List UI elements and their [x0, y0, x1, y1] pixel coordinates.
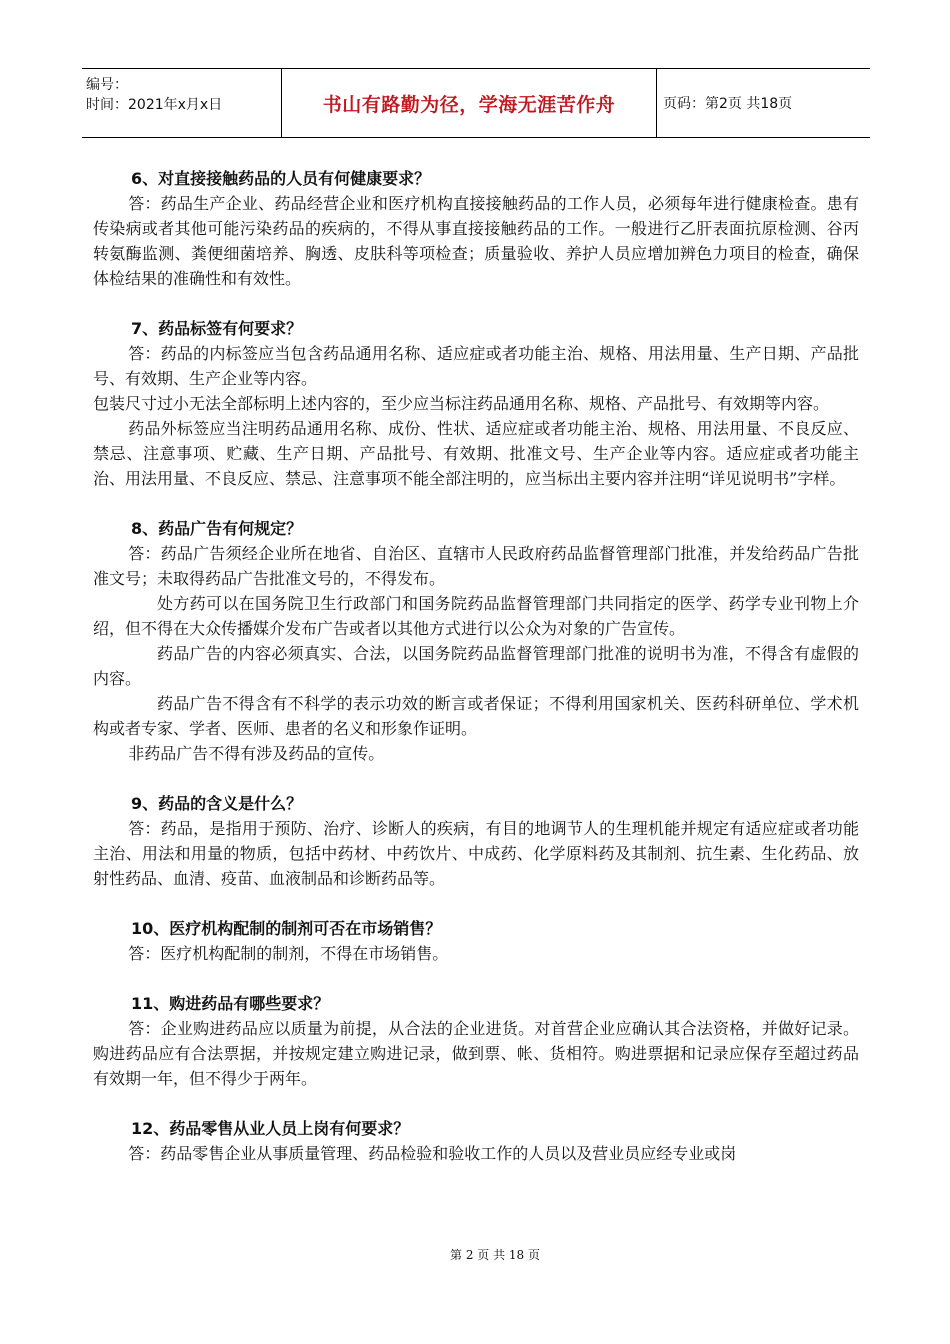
answer-paragraph: 处方药可以在国务院卫生行政部门和国务院药品监督管理部门共同指定的医学、药学专业刊物上介绍，但不得在大众传播媒介发布广告或者以其他方式进行以公众为对象的广告宣传。: [93, 594, 859, 638]
answer-paragraph: 答：医疗机构配制的制剂，不得在市场销售。: [128, 944, 449, 963]
answer-paragraph: 答：企业购进药品应以质量为前提，从合法的企业进货。对首营企业应确认其合法资格，并做好记录。购进药品应有合法票据，并按规定建立购进记录，做到票、帐、货相符。购进票据和记录应保存至超过药品有效期一年，但不得少于两年。: [93, 1019, 859, 1088]
answer-paragraph: 药品外标签应当注明药品通用名称、成份、性状、适应症或者功能主治、规格、用法用量、不良反应、禁忌、注意事项、贮藏、生产日期、产品批号、有效期、批准文号、生产企业等内容。适应症或者功能主治、用法用量、不良反应、禁忌、注意事项不能全部注明的，应当标出主要内容并注明“详见说明书”字样。: [93, 419, 859, 488]
answer-paragraph: 非药品广告不得有涉及药品的宣传。: [128, 744, 385, 763]
question-heading: 10、医疗机构配制的制剂可否在市场销售？: [131, 919, 442, 938]
answer-paragraph: 答：药品的内标签应当包含药品通用名称、适应症或者功能主治、规格、用法用量、生产日期、产品批号、有效期、生产企业等内容。: [93, 344, 859, 388]
page-footer: 第 2 页 共 18 页: [450, 1248, 540, 1262]
document-body: [93, 166, 859, 1166]
question-heading: 7、药品标签有何要求？: [131, 319, 303, 338]
page-header: [82, 68, 870, 138]
answer-paragraph: 答：药品零售企业从事质量管理、药品检验和验收工作的人员以及营业员应经专业或岗: [128, 1144, 737, 1163]
question-heading: 11、购进药品有哪些要求？: [131, 994, 330, 1013]
answer-paragraph: 答：药品生产企业、药品经营企业和医疗机构直接接触药品的工作人员，必须每年进行健康检查。患有传染病或者其他可能污染药品的疾病的，不得从事直接接触药品的工作。一般进行乙肝表面抗原检测、谷丙转氨酶监测、粪便细菌培养、胸透、皮肤科等项检查；质量验收、养护人员应增加辨色力项目的检查，确保体检结果的准确性和有效性。: [93, 194, 859, 288]
answer-paragraph: 药品广告不得含有不科学的表示功效的断言或者保证；不得利用国家机关、医药科研单位、学术机构或者专家、学者、医师、患者的名义和形象作证明。: [93, 694, 859, 738]
question-heading: 9、药品的含义是什么？: [131, 794, 303, 813]
header-page-label: 页码：第2页 共18页: [663, 96, 793, 112]
answer-paragraph: 药品广告的内容必须真实、合法，以国务院药品监督管理部门批准的说明书为准，不得含有虚假的内容。: [93, 644, 859, 688]
question-heading: 8、药品广告有何规定？: [131, 519, 303, 538]
question-heading: 12、药品零售从业人员上岗有何要求？: [131, 1119, 410, 1138]
header-motto: 书山有路勤为径，学海无涯苦作舟: [282, 69, 657, 137]
header-meta: [82, 69, 282, 137]
question-heading: 6、对直接接触药品的人员有何健康要求？: [131, 169, 431, 188]
document-date-label: 时间：2021年x月x日: [86, 97, 223, 113]
document-number-label: 编号：: [86, 77, 128, 93]
answer-paragraph: 包装尺寸过小无法全部标明上述内容的，至少应当标注药品通用名称、规格、产品批号、有效期等内容。: [93, 394, 830, 413]
answer-paragraph: 答：药品广告须经企业所在地省、自治区、直辖市人民政府药品监督管理部门批准，并发给药品广告批准文号；未取得药品广告批准文号的，不得发布。: [93, 544, 859, 588]
answer-paragraph: 答：药品，是指用于预防、治疗、诊断人的疾病，有目的地调节人的生理机能并规定有适应症或者功能主治、用法和用量的物质，包括中药材、中药饮片、中成药、化学原料药及其制剂、抗生素、生化药品、放射性药品、血清、疫苗、血液制品和诊断药品等。: [93, 819, 859, 888]
